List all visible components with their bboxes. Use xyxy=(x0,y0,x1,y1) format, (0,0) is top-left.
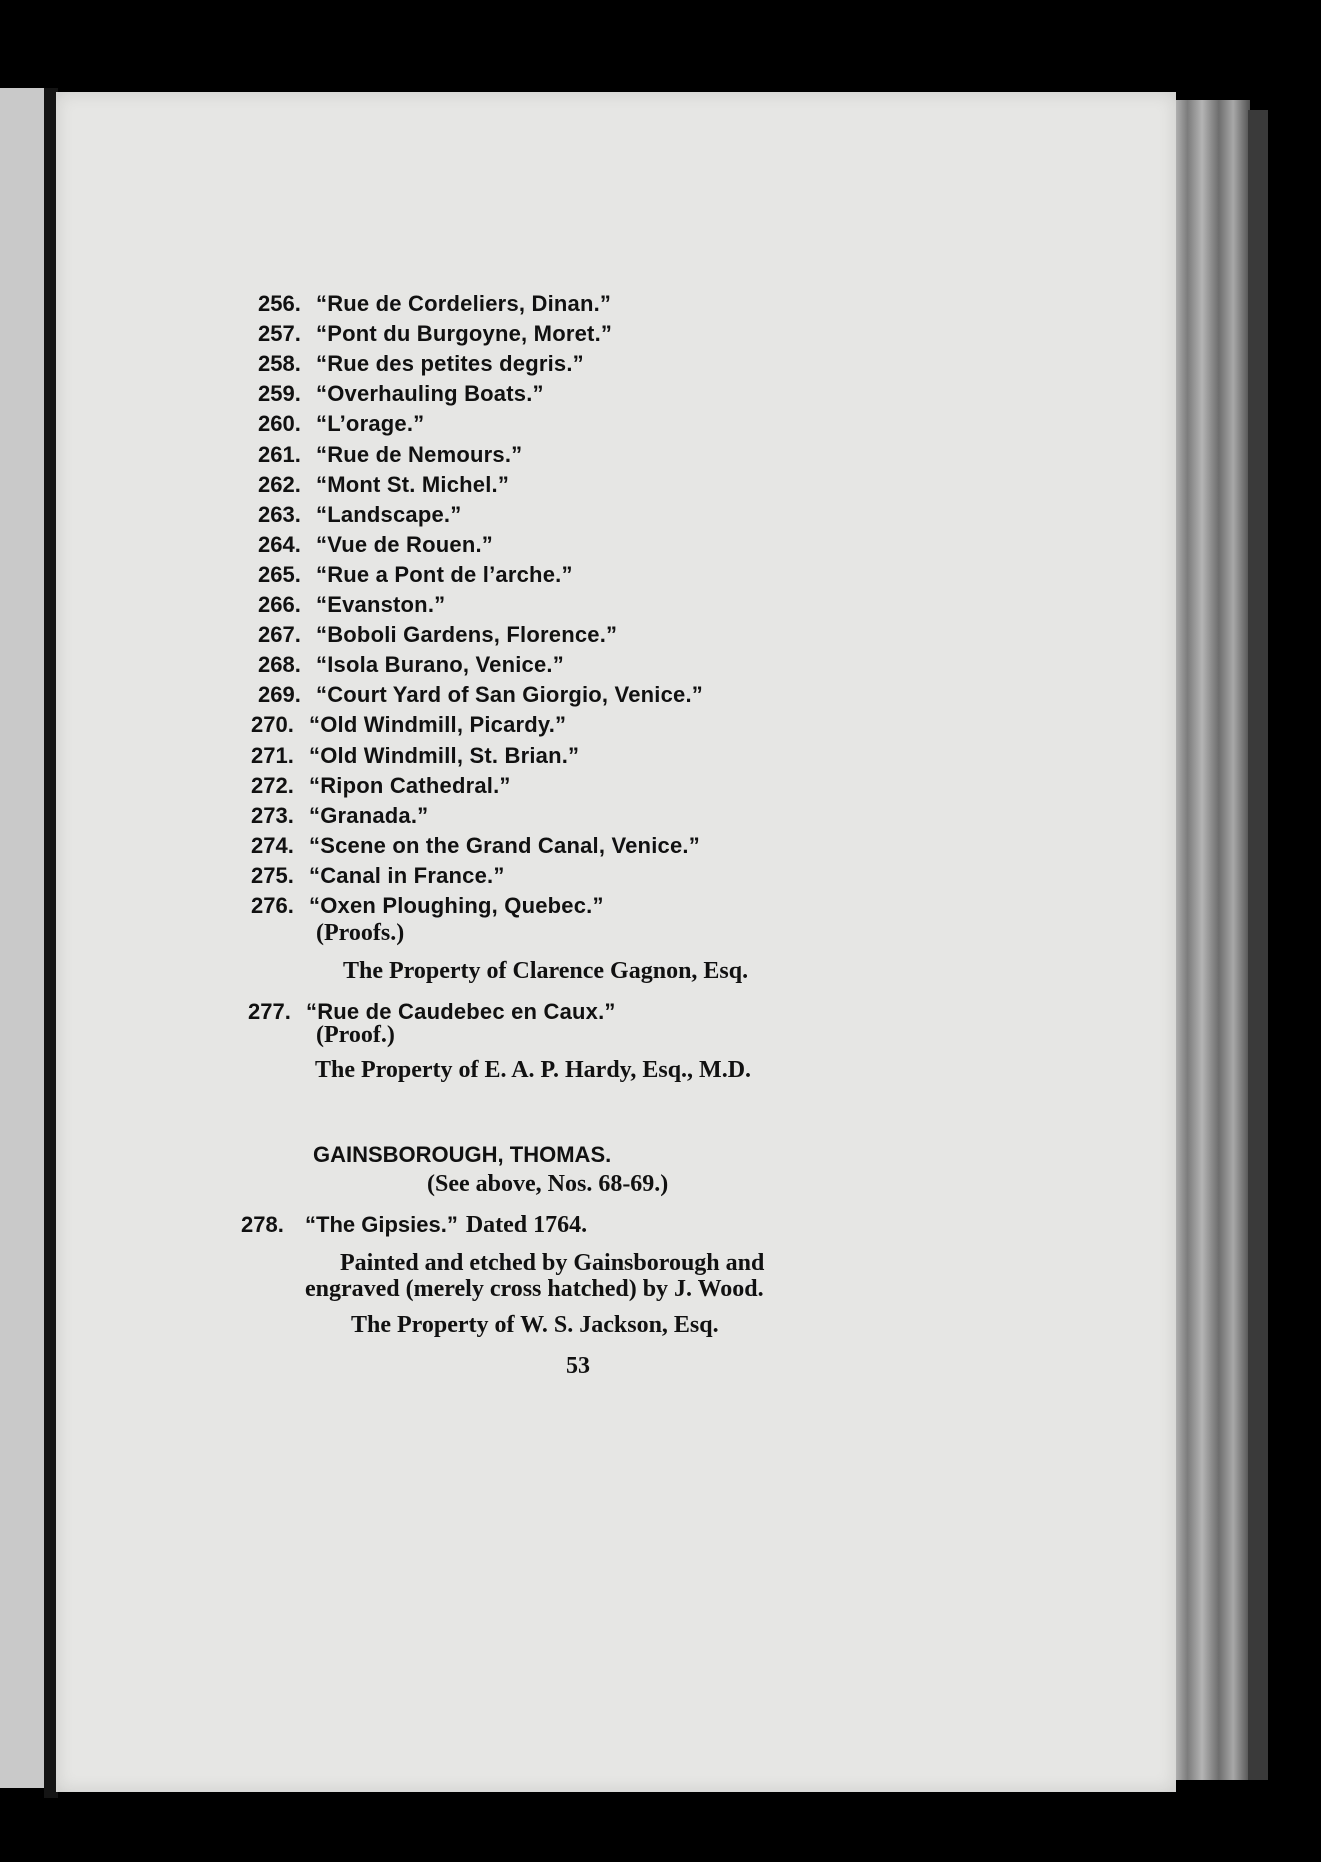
entry-number: 275. xyxy=(251,862,294,888)
entry-number: 265. xyxy=(258,561,301,587)
entry-title: “Scene on the Grand Canal, Venice.” xyxy=(309,832,700,858)
entry-title: “Boboli Gardens, Florence.” xyxy=(316,622,618,648)
property-line-gagnon: The Property of Clarence Gagnon, Esq. xyxy=(343,958,749,984)
catalogue-entry xyxy=(258,470,509,500)
entry-title: “Overhauling Boats.” xyxy=(316,381,544,407)
section-heading: GAINSBOROUGH, THOMAS. xyxy=(313,1142,612,1167)
catalogue-entry xyxy=(251,861,505,891)
entry-title: “Granada.” xyxy=(309,802,429,828)
entry-number: 257. xyxy=(258,321,301,347)
book-page xyxy=(56,92,1176,1792)
left-page-edge xyxy=(0,88,50,1788)
catalogue-entry xyxy=(258,349,584,379)
property-line-jackson: The Property of W. S. Jackson, Esq. xyxy=(351,1312,719,1338)
catalogue-entry xyxy=(251,741,579,771)
catalogue-entry xyxy=(251,891,604,921)
entry-title: “Evanston.” xyxy=(316,592,446,617)
catalogue-entry xyxy=(251,831,700,861)
entry-title: “Canal in France.” xyxy=(309,862,505,888)
entry-title: “L’orage.” xyxy=(316,411,425,437)
section-see-above: (See above, Nos. 68-69.) xyxy=(427,1171,669,1197)
catalogue-entry xyxy=(258,680,703,710)
entry-number: 268. xyxy=(258,652,301,678)
entry-title: “Landscape.” xyxy=(316,501,462,527)
entry-number: 274. xyxy=(251,832,294,858)
entry-number: 276. xyxy=(251,893,294,918)
entry-title: “Rue de Nemours.” xyxy=(316,441,523,467)
entry-number: 260. xyxy=(258,411,301,437)
catalogue-entry-278 xyxy=(241,1210,587,1243)
entry-title: “Pont du Burgoyne, Moret.” xyxy=(316,321,613,347)
entry-title: “Oxen Ploughing, Quebec.” xyxy=(309,893,604,918)
entry-number: 263. xyxy=(258,501,301,527)
catalogue-entry xyxy=(258,440,522,470)
entry-title: “Rue a Pont de l’arche.” xyxy=(316,561,573,587)
entry-276-note: (Proofs.) xyxy=(316,920,405,946)
entry-title: “Court Yard of San Giorgio, Venice.” xyxy=(316,682,703,708)
catalogue-entry xyxy=(258,500,461,530)
description-line-1: Painted and etched by Gainsborough and xyxy=(340,1250,765,1276)
entry-title: “Rue des petites degris.” xyxy=(316,351,584,377)
catalogue-entry xyxy=(258,319,612,349)
entry-number: 258. xyxy=(258,351,301,377)
entry-number: 278. xyxy=(241,1212,284,1237)
entry-number: 261. xyxy=(258,441,301,467)
entry-number: 277. xyxy=(248,999,291,1024)
entry-title: “Isola Burano, Venice.” xyxy=(316,652,564,678)
catalogue-entry xyxy=(258,620,617,650)
entry-number: 266. xyxy=(258,592,301,617)
entry-title: “Old Windmill, St. Brian.” xyxy=(309,742,580,768)
entry-title: “Rue de Caudebec en Caux.” xyxy=(306,999,616,1024)
entry-title: “Rue de Cordeliers, Dinan.” xyxy=(316,291,612,316)
entry-277-note: (Proof.) xyxy=(316,1022,395,1048)
entry-number: 267. xyxy=(258,622,301,648)
catalogue-entry xyxy=(258,560,573,590)
catalogue-entry xyxy=(258,590,445,620)
catalogue-entry xyxy=(258,409,424,439)
entry-title: “Ripon Cathedral.” xyxy=(309,772,511,798)
property-line-hardy: The Property of E. A. P. Hardy, Esq., M.D. xyxy=(315,1057,752,1083)
entry-number: 256. xyxy=(258,291,301,316)
catalogue-entry xyxy=(258,289,611,319)
catalogue-entry xyxy=(251,771,511,801)
entry-number: 271. xyxy=(251,742,294,768)
book-cover-edge xyxy=(1248,110,1268,1780)
entry-number: 269. xyxy=(258,682,301,708)
entry-title: “Vue de Rouen.” xyxy=(316,531,493,557)
catalogue-entry xyxy=(251,710,566,740)
catalogue-entry xyxy=(258,530,493,560)
entry-number: 272. xyxy=(251,772,294,798)
entry-number: 259. xyxy=(258,381,301,407)
catalogue-entry xyxy=(258,379,544,409)
entry-title: “The Gipsies.” xyxy=(305,1212,458,1237)
page-number: 53 xyxy=(566,1353,590,1379)
entry-title: “Mont St. Michel.” xyxy=(316,471,510,497)
entry-number: 270. xyxy=(251,712,294,738)
entry-number: 264. xyxy=(258,531,301,557)
catalogue-entry xyxy=(258,650,564,680)
entry-number: 262. xyxy=(258,471,301,497)
catalogue-entry xyxy=(251,801,428,831)
catalogue-entry-277 xyxy=(248,997,616,1027)
description-line-2: engraved (merely cross hatched) by J. Wood. xyxy=(305,1276,764,1302)
entry-title: “Old Windmill, Picardy.” xyxy=(309,712,567,738)
entry-number: 273. xyxy=(251,802,294,828)
entry-date: Dated 1764. xyxy=(465,1212,588,1238)
